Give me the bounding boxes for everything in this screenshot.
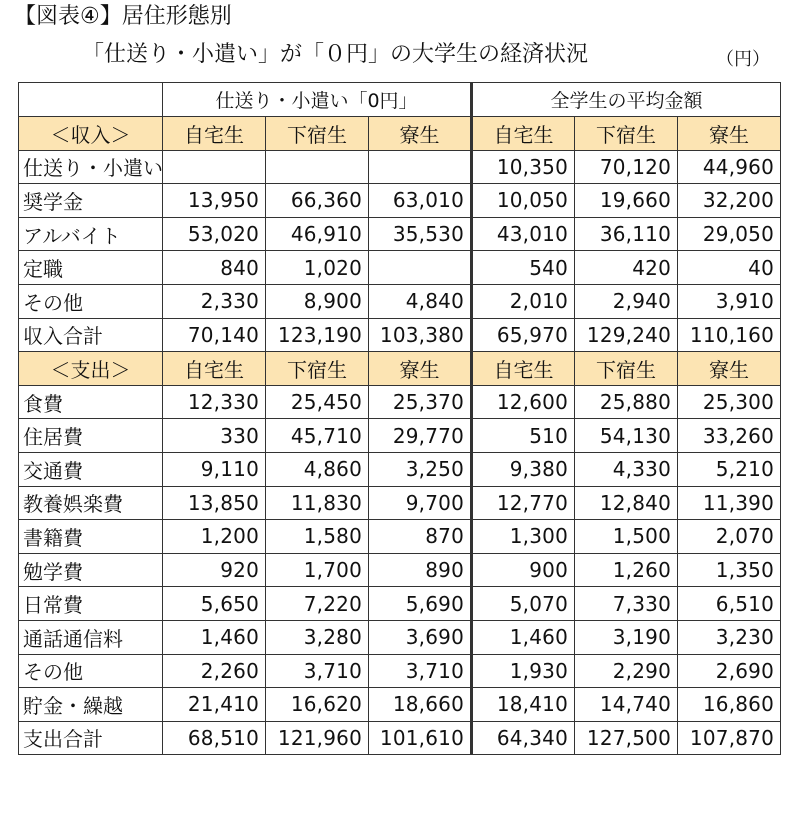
value-cell: 129,240 [575, 318, 678, 352]
value-cell: 6,510 [678, 587, 781, 621]
value-cell: 25,450 [266, 385, 369, 419]
value-cell: 4,860 [266, 452, 369, 486]
value-cell: 16,620 [266, 688, 369, 722]
row-label: 通話通信料 [19, 620, 163, 654]
value-cell: 12,770 [472, 486, 575, 520]
value-cell: 65,970 [472, 318, 575, 352]
value-cell: 9,380 [472, 452, 575, 486]
value-cell: 1,300 [472, 520, 575, 554]
economic-status-table [18, 82, 781, 755]
value-cell: 2,940 [575, 284, 678, 318]
value-cell: 1,460 [163, 620, 266, 654]
value-cell: 11,830 [266, 486, 369, 520]
value-cell: 1,500 [575, 520, 678, 554]
value-cell: 920 [163, 553, 266, 587]
value-cell: 1,350 [678, 553, 781, 587]
value-cell: 10,350 [472, 150, 575, 184]
column-header: 自宅生 [163, 352, 266, 386]
row-label: 住居費 [19, 419, 163, 453]
value-cell: 14,740 [575, 688, 678, 722]
row-label: 交通費 [19, 452, 163, 486]
value-cell [163, 150, 266, 184]
value-cell: 53,020 [163, 217, 266, 251]
value-cell [266, 150, 369, 184]
value-cell: 5,210 [678, 452, 781, 486]
table-row [19, 385, 781, 419]
value-cell: 68,510 [163, 721, 266, 755]
value-cell: 35,530 [369, 217, 472, 251]
value-cell: 40 [678, 251, 781, 285]
expense-header-row-label: ＜支出＞ [19, 352, 163, 386]
value-cell: 127,500 [575, 721, 678, 755]
value-cell: 9,700 [369, 486, 472, 520]
value-cell: 10,050 [472, 184, 575, 218]
row-label: 貯金・繰越 [19, 688, 163, 722]
value-cell: 3,710 [266, 654, 369, 688]
column-header: 下宿生 [575, 117, 678, 151]
value-cell: 5,650 [163, 587, 266, 621]
column-header: 寮生 [369, 117, 472, 151]
corner-cell [19, 83, 163, 117]
value-cell: 840 [163, 251, 266, 285]
value-cell: 64,340 [472, 721, 575, 755]
value-cell: 12,600 [472, 385, 575, 419]
value-cell: 2,690 [678, 654, 781, 688]
table-row [19, 688, 781, 722]
value-cell: 3,250 [369, 452, 472, 486]
value-cell: 21,410 [163, 688, 266, 722]
row-label: 奨学金 [19, 184, 163, 218]
table-row [19, 452, 781, 486]
value-cell: 29,050 [678, 217, 781, 251]
row-label: 仕送り・小遣い [19, 150, 163, 184]
table-row [19, 150, 781, 184]
value-cell: 2,330 [163, 284, 266, 318]
value-cell: 11,390 [678, 486, 781, 520]
column-header: 下宿生 [266, 352, 369, 386]
value-cell: 25,370 [369, 385, 472, 419]
value-cell: 900 [472, 553, 575, 587]
group-avg-header: 全学生の平均金額 [472, 83, 781, 117]
value-cell: 1,700 [266, 553, 369, 587]
table-row [19, 184, 781, 218]
table-row [19, 587, 781, 621]
figure-title: 【図表④】居住形態別 [14, 4, 232, 29]
value-cell: 110,160 [678, 318, 781, 352]
table-row [19, 318, 781, 352]
row-label: その他 [19, 284, 163, 318]
value-cell: 5,070 [472, 587, 575, 621]
value-cell: 12,840 [575, 486, 678, 520]
value-cell: 25,880 [575, 385, 678, 419]
row-label: 書籍費 [19, 520, 163, 554]
table-row [19, 620, 781, 654]
table-row [19, 520, 781, 554]
table-row [19, 251, 781, 285]
value-cell: 66,360 [266, 184, 369, 218]
table-row [19, 217, 781, 251]
value-cell: 19,660 [575, 184, 678, 218]
value-cell: 540 [472, 251, 575, 285]
row-label: 食費 [19, 385, 163, 419]
row-label: 教養娯楽費 [19, 486, 163, 520]
value-cell: 63,010 [369, 184, 472, 218]
row-label: 日常費 [19, 587, 163, 621]
value-cell: 18,410 [472, 688, 575, 722]
row-label: 支出合計 [19, 721, 163, 755]
table-row [19, 721, 781, 755]
column-header: 自宅生 [163, 117, 266, 151]
value-cell: 70,120 [575, 150, 678, 184]
group-header-row [19, 83, 781, 117]
value-cell: 43,010 [472, 217, 575, 251]
value-cell: 3,710 [369, 654, 472, 688]
row-label: その他 [19, 654, 163, 688]
value-cell: 2,290 [575, 654, 678, 688]
value-cell: 2,010 [472, 284, 575, 318]
value-cell: 1,460 [472, 620, 575, 654]
column-header: 自宅生 [472, 352, 575, 386]
column-header: 寮生 [369, 352, 472, 386]
value-cell: 18,660 [369, 688, 472, 722]
column-header: 寮生 [678, 352, 781, 386]
value-cell: 45,710 [266, 419, 369, 453]
value-cell: 5,690 [369, 587, 472, 621]
value-cell: 3,690 [369, 620, 472, 654]
value-cell: 9,110 [163, 452, 266, 486]
value-cell: 510 [472, 419, 575, 453]
table-row [19, 486, 781, 520]
value-cell: 16,860 [678, 688, 781, 722]
value-cell: 1,260 [575, 553, 678, 587]
value-cell: 2,260 [163, 654, 266, 688]
value-cell: 46,910 [266, 217, 369, 251]
value-cell [369, 251, 472, 285]
value-cell: 25,300 [678, 385, 781, 419]
value-cell: 3,280 [266, 620, 369, 654]
figure-subtitle: 「仕送り・小遣い」が「０円」の大学生の経済状況 [82, 42, 589, 67]
value-cell: 1,020 [266, 251, 369, 285]
value-cell: 3,230 [678, 620, 781, 654]
value-cell: 870 [369, 520, 472, 554]
value-cell: 4,840 [369, 284, 472, 318]
value-cell: 13,950 [163, 184, 266, 218]
value-cell: 123,190 [266, 318, 369, 352]
value-cell: 54,130 [575, 419, 678, 453]
row-label: 勉学費 [19, 553, 163, 587]
value-cell: 103,380 [369, 318, 472, 352]
value-cell: 330 [163, 419, 266, 453]
table-row [19, 654, 781, 688]
unit-label: （円） [716, 49, 770, 70]
value-cell: 29,770 [369, 419, 472, 453]
value-cell: 7,330 [575, 587, 678, 621]
value-cell: 8,900 [266, 284, 369, 318]
value-cell: 32,200 [678, 184, 781, 218]
income-header-row [19, 117, 781, 151]
value-cell: 70,140 [163, 318, 266, 352]
value-cell: 1,930 [472, 654, 575, 688]
value-cell: 7,220 [266, 587, 369, 621]
value-cell: 4,330 [575, 452, 678, 486]
value-cell [369, 150, 472, 184]
table-row [19, 419, 781, 453]
value-cell: 890 [369, 553, 472, 587]
group-zero-header: 仕送り・小遣い「0円」 [163, 83, 472, 117]
value-cell: 121,960 [266, 721, 369, 755]
value-cell: 36,110 [575, 217, 678, 251]
value-cell: 1,200 [163, 520, 266, 554]
column-header: 自宅生 [472, 117, 575, 151]
value-cell: 107,870 [678, 721, 781, 755]
value-cell: 33,260 [678, 419, 781, 453]
table-row [19, 553, 781, 587]
income-header-row-label: ＜収入＞ [19, 117, 163, 151]
row-label: アルバイト [19, 217, 163, 251]
table-row [19, 284, 781, 318]
row-label: 収入合計 [19, 318, 163, 352]
value-cell: 44,960 [678, 150, 781, 184]
value-cell: 13,850 [163, 486, 266, 520]
column-header: 寮生 [678, 117, 781, 151]
value-cell: 2,070 [678, 520, 781, 554]
value-cell: 101,610 [369, 721, 472, 755]
column-header: 下宿生 [575, 352, 678, 386]
value-cell: 3,910 [678, 284, 781, 318]
value-cell: 420 [575, 251, 678, 285]
column-header: 下宿生 [266, 117, 369, 151]
value-cell: 1,580 [266, 520, 369, 554]
value-cell: 12,330 [163, 385, 266, 419]
row-label: 定職 [19, 251, 163, 285]
expense-header-row [19, 352, 781, 386]
value-cell: 3,190 [575, 620, 678, 654]
